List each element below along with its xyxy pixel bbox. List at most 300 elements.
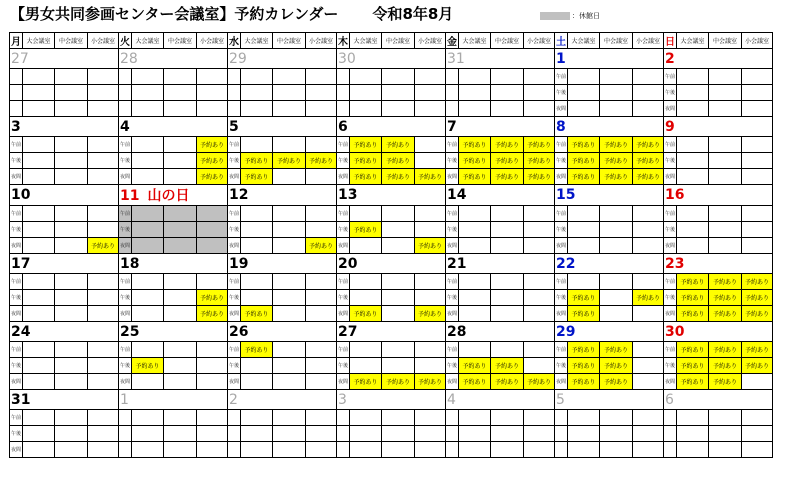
reservation-cell[interactable]	[709, 426, 742, 442]
day-cell[interactable]	[119, 254, 228, 274]
reservation-cell[interactable]	[350, 342, 382, 358]
reservation-cell[interactable]	[524, 290, 555, 306]
reservation-cell-reserved[interactable]: 予約あり	[197, 169, 228, 185]
day-cell[interactable]	[119, 49, 228, 69]
reservation-cell[interactable]	[132, 206, 164, 222]
reservation-cell[interactable]	[23, 101, 55, 117]
reservation-cell[interactable]	[633, 238, 664, 254]
reservation-cell[interactable]	[491, 101, 524, 117]
reservation-cell[interactable]	[491, 306, 524, 322]
reservation-cell[interactable]	[742, 410, 773, 426]
reservation-cell[interactable]	[350, 274, 382, 290]
reservation-cell[interactable]	[241, 85, 273, 101]
reservation-cell[interactable]	[88, 169, 119, 185]
reservation-cell-reserved[interactable]: 予約あり	[568, 374, 600, 390]
reservation-cell[interactable]	[23, 169, 55, 185]
reservation-cell[interactable]	[600, 306, 633, 322]
reservation-cell[interactable]	[600, 274, 633, 290]
reservation-cell[interactable]	[415, 153, 446, 169]
reservation-cell[interactable]	[677, 101, 709, 117]
reservation-cell[interactable]	[55, 238, 88, 254]
reservation-cell[interactable]	[23, 85, 55, 101]
reservation-cell[interactable]	[633, 206, 664, 222]
reservation-cell[interactable]	[132, 222, 164, 238]
reservation-cell[interactable]	[350, 410, 382, 426]
reservation-cell[interactable]	[600, 426, 633, 442]
reservation-cell[interactable]	[164, 290, 197, 306]
reservation-cell[interactable]	[273, 137, 306, 153]
reservation-cell-reserved[interactable]: 予約あり	[382, 137, 415, 153]
reservation-cell[interactable]	[273, 274, 306, 290]
reservation-cell[interactable]	[350, 290, 382, 306]
reservation-cell[interactable]	[677, 238, 709, 254]
reservation-cell-reserved[interactable]: 予約あり	[709, 342, 742, 358]
reservation-cell[interactable]	[415, 410, 446, 426]
reservation-cell[interactable]	[306, 206, 337, 222]
reservation-cell[interactable]	[164, 442, 197, 458]
reservation-cell[interactable]	[23, 374, 55, 390]
reservation-cell-reserved[interactable]: 予約あり	[600, 153, 633, 169]
reservation-cell[interactable]	[306, 69, 337, 85]
day-cell[interactable]	[10, 117, 119, 137]
reservation-cell[interactable]	[677, 206, 709, 222]
day-cell[interactable]	[664, 322, 773, 342]
reservation-cell[interactable]	[88, 442, 119, 458]
reservation-cell[interactable]	[23, 222, 55, 238]
reservation-cell[interactable]	[524, 101, 555, 117]
reservation-cell[interactable]	[742, 238, 773, 254]
reservation-cell[interactable]	[633, 410, 664, 426]
reservation-cell[interactable]	[709, 69, 742, 85]
day-cell[interactable]	[337, 49, 446, 69]
reservation-cell-reserved[interactable]: 予約あり	[350, 153, 382, 169]
reservation-cell[interactable]	[306, 358, 337, 374]
reservation-cell-reserved[interactable]: 予約あり	[241, 342, 273, 358]
reservation-cell[interactable]	[415, 137, 446, 153]
day-cell[interactable]	[446, 49, 555, 69]
reservation-cell[interactable]	[88, 290, 119, 306]
reservation-cell[interactable]	[197, 442, 228, 458]
reservation-cell[interactable]	[273, 169, 306, 185]
reservation-cell[interactable]	[197, 410, 228, 426]
day-cell[interactable]	[119, 322, 228, 342]
reservation-cell-reserved[interactable]: 予約あり	[600, 374, 633, 390]
reservation-cell-reserved[interactable]: 予約あり	[742, 342, 773, 358]
reservation-cell[interactable]	[568, 222, 600, 238]
reservation-cell[interactable]	[524, 69, 555, 85]
reservation-cell[interactable]	[459, 206, 491, 222]
reservation-cell[interactable]	[273, 306, 306, 322]
reservation-cell[interactable]	[197, 342, 228, 358]
reservation-cell[interactable]	[273, 238, 306, 254]
reservation-cell[interactable]	[164, 358, 197, 374]
reservation-cell[interactable]	[273, 69, 306, 85]
reservation-cell[interactable]	[491, 85, 524, 101]
day-cell[interactable]	[228, 254, 337, 274]
reservation-cell-reserved[interactable]: 予約あり	[350, 374, 382, 390]
reservation-cell[interactable]	[197, 101, 228, 117]
reservation-cell[interactable]	[709, 101, 742, 117]
reservation-cell[interactable]	[241, 426, 273, 442]
reservation-cell[interactable]	[197, 222, 228, 238]
reservation-cell[interactable]	[23, 358, 55, 374]
reservation-cell-reserved[interactable]: 予約あり	[459, 169, 491, 185]
reservation-cell-reserved[interactable]: 予約あり	[633, 290, 664, 306]
reservation-cell[interactable]	[241, 358, 273, 374]
reservation-cell[interactable]	[382, 410, 415, 426]
reservation-cell[interactable]	[306, 290, 337, 306]
reservation-cell-reserved[interactable]: 予約あり	[382, 153, 415, 169]
reservation-cell[interactable]	[164, 137, 197, 153]
reservation-cell[interactable]	[459, 410, 491, 426]
reservation-cell[interactable]	[600, 442, 633, 458]
reservation-cell[interactable]	[164, 426, 197, 442]
reservation-cell[interactable]	[600, 206, 633, 222]
reservation-cell[interactable]	[273, 442, 306, 458]
reservation-cell[interactable]	[568, 410, 600, 426]
reservation-cell[interactable]	[88, 358, 119, 374]
reservation-cell-reserved[interactable]: 予約あり	[524, 137, 555, 153]
reservation-cell[interactable]	[132, 306, 164, 322]
reservation-cell[interactable]	[415, 101, 446, 117]
reservation-cell-reserved[interactable]: 予約あり	[709, 306, 742, 322]
reservation-cell[interactable]	[241, 374, 273, 390]
reservation-cell-reserved[interactable]: 予約あり	[459, 153, 491, 169]
reservation-cell-reserved[interactable]: 予約あり	[742, 358, 773, 374]
reservation-cell-reserved[interactable]: 予約あり	[241, 153, 273, 169]
reservation-cell[interactable]	[491, 442, 524, 458]
reservation-cell[interactable]	[568, 426, 600, 442]
reservation-cell[interactable]	[633, 342, 664, 358]
reservation-cell[interactable]	[306, 442, 337, 458]
reservation-cell[interactable]	[88, 206, 119, 222]
reservation-cell-reserved[interactable]: 予約あり	[415, 238, 446, 254]
reservation-cell[interactable]	[742, 442, 773, 458]
reservation-cell[interactable]	[633, 306, 664, 322]
reservation-cell-reserved[interactable]: 予約あり	[306, 153, 337, 169]
reservation-cell-reserved[interactable]: 予約あり	[459, 137, 491, 153]
reservation-cell[interactable]	[633, 222, 664, 238]
reservation-cell-reserved[interactable]: 予約あり	[709, 358, 742, 374]
reservation-cell[interactable]	[382, 274, 415, 290]
reservation-cell[interactable]	[164, 238, 197, 254]
reservation-cell[interactable]	[568, 274, 600, 290]
reservation-cell-reserved[interactable]: 予約あり	[709, 290, 742, 306]
reservation-cell[interactable]	[164, 306, 197, 322]
reservation-cell[interactable]	[742, 206, 773, 222]
reservation-cell[interactable]	[55, 137, 88, 153]
reservation-cell[interactable]	[55, 85, 88, 101]
reservation-cell[interactable]	[742, 426, 773, 442]
reservation-cell[interactable]	[459, 290, 491, 306]
reservation-cell[interactable]	[415, 206, 446, 222]
reservation-cell[interactable]	[709, 137, 742, 153]
reservation-cell[interactable]	[306, 274, 337, 290]
day-cell[interactable]	[664, 254, 773, 274]
reservation-cell-reserved[interactable]: 予約あり	[382, 169, 415, 185]
reservation-cell[interactable]	[23, 442, 55, 458]
reservation-cell[interactable]	[709, 442, 742, 458]
reservation-cell[interactable]	[132, 290, 164, 306]
reservation-cell[interactable]	[491, 69, 524, 85]
reservation-cell-reserved[interactable]: 予約あり	[415, 306, 446, 322]
reservation-cell[interactable]	[88, 85, 119, 101]
reservation-cell-reserved[interactable]: 予約あり	[568, 306, 600, 322]
reservation-cell[interactable]	[709, 206, 742, 222]
reservation-cell-reserved[interactable]: 予約あり	[568, 153, 600, 169]
reservation-cell[interactable]	[273, 101, 306, 117]
reservation-cell[interactable]	[459, 238, 491, 254]
reservation-cell[interactable]	[633, 274, 664, 290]
reservation-cell-reserved[interactable]: 予約あり	[415, 374, 446, 390]
reservation-cell[interactable]	[415, 274, 446, 290]
reservation-cell[interactable]	[709, 238, 742, 254]
reservation-cell-reserved[interactable]: 予約あり	[524, 374, 555, 390]
reservation-cell-reserved[interactable]: 予約あり	[415, 169, 446, 185]
reservation-cell-reserved[interactable]: 予約あり	[350, 169, 382, 185]
reservation-cell[interactable]	[306, 222, 337, 238]
reservation-cell[interactable]	[459, 69, 491, 85]
reservation-cell[interactable]	[568, 206, 600, 222]
reservation-cell[interactable]	[459, 306, 491, 322]
reservation-cell-reserved[interactable]: 予約あり	[600, 342, 633, 358]
reservation-cell[interactable]	[600, 290, 633, 306]
reservation-cell[interactable]	[491, 410, 524, 426]
reservation-cell[interactable]	[132, 342, 164, 358]
reservation-cell-reserved[interactable]: 予約あり	[459, 358, 491, 374]
day-cell[interactable]	[337, 322, 446, 342]
reservation-cell[interactable]	[524, 238, 555, 254]
reservation-cell[interactable]	[382, 442, 415, 458]
reservation-cell[interactable]	[633, 426, 664, 442]
day-cell[interactable]	[337, 254, 446, 274]
reservation-cell[interactable]	[633, 358, 664, 374]
reservation-cell[interactable]	[600, 410, 633, 426]
reservation-cell-reserved[interactable]: 予約あり	[742, 274, 773, 290]
reservation-cell[interactable]	[459, 342, 491, 358]
reservation-cell[interactable]	[677, 410, 709, 426]
reservation-cell[interactable]	[524, 306, 555, 322]
reservation-cell-reserved[interactable]: 予約あり	[677, 374, 709, 390]
reservation-cell[interactable]	[132, 426, 164, 442]
reservation-cell[interactable]	[164, 206, 197, 222]
reservation-cell-reserved[interactable]: 予約あり	[491, 169, 524, 185]
day-cell[interactable]	[119, 185, 228, 206]
reservation-cell[interactable]	[88, 153, 119, 169]
reservation-cell-reserved[interactable]: 予約あり	[197, 153, 228, 169]
day-cell[interactable]	[446, 185, 555, 206]
reservation-cell-reserved[interactable]: 予約あり	[524, 153, 555, 169]
reservation-cell-reserved[interactable]: 予約あり	[677, 290, 709, 306]
reservation-cell[interactable]	[633, 374, 664, 390]
day-cell[interactable]	[337, 117, 446, 137]
reservation-cell[interactable]	[677, 442, 709, 458]
reservation-cell[interactable]	[350, 206, 382, 222]
reservation-cell[interactable]	[568, 442, 600, 458]
reservation-cell-reserved[interactable]: 予約あり	[568, 137, 600, 153]
reservation-cell[interactable]	[197, 426, 228, 442]
reservation-cell[interactable]	[55, 274, 88, 290]
reservation-cell[interactable]	[524, 342, 555, 358]
reservation-cell[interactable]	[273, 358, 306, 374]
reservation-cell-reserved[interactable]: 予約あり	[709, 374, 742, 390]
reservation-cell[interactable]	[88, 137, 119, 153]
reservation-cell[interactable]	[382, 358, 415, 374]
reservation-cell[interactable]	[55, 442, 88, 458]
reservation-cell[interactable]	[273, 290, 306, 306]
reservation-cell[interactable]	[197, 358, 228, 374]
reservation-cell[interactable]	[164, 85, 197, 101]
reservation-cell[interactable]	[273, 374, 306, 390]
day-cell[interactable]	[555, 322, 664, 342]
reservation-cell-reserved[interactable]: 予約あり	[350, 306, 382, 322]
reservation-cell[interactable]	[350, 238, 382, 254]
reservation-cell[interactable]	[415, 426, 446, 442]
reservation-cell[interactable]	[306, 374, 337, 390]
reservation-cell[interactable]	[306, 169, 337, 185]
reservation-cell-reserved[interactable]: 予約あり	[633, 169, 664, 185]
reservation-cell[interactable]	[709, 169, 742, 185]
reservation-cell[interactable]	[600, 222, 633, 238]
reservation-cell[interactable]	[382, 69, 415, 85]
reservation-cell[interactable]	[415, 358, 446, 374]
day-cell[interactable]	[664, 117, 773, 137]
day-cell[interactable]	[119, 390, 228, 410]
reservation-cell-reserved[interactable]: 予約あり	[491, 153, 524, 169]
reservation-cell[interactable]	[132, 85, 164, 101]
reservation-cell[interactable]	[742, 101, 773, 117]
reservation-cell[interactable]	[491, 238, 524, 254]
reservation-cell[interactable]	[633, 442, 664, 458]
reservation-cell[interactable]	[459, 101, 491, 117]
reservation-cell-reserved[interactable]: 予約あり	[197, 137, 228, 153]
reservation-cell-reserved[interactable]: 予約あり	[241, 169, 273, 185]
reservation-cell-reserved[interactable]: 予約あり	[273, 153, 306, 169]
reservation-cell[interactable]	[88, 222, 119, 238]
reservation-cell[interactable]	[677, 137, 709, 153]
reservation-cell-reserved[interactable]: 予約あり	[600, 137, 633, 153]
reservation-cell[interactable]	[23, 290, 55, 306]
reservation-cell[interactable]	[197, 274, 228, 290]
reservation-cell[interactable]	[633, 101, 664, 117]
reservation-cell[interactable]	[88, 426, 119, 442]
reservation-cell[interactable]	[23, 274, 55, 290]
reservation-cell[interactable]	[241, 442, 273, 458]
reservation-cell[interactable]	[306, 85, 337, 101]
reservation-cell[interactable]	[742, 137, 773, 153]
reservation-cell[interactable]	[164, 274, 197, 290]
reservation-cell[interactable]	[742, 374, 773, 390]
reservation-cell-reserved[interactable]: 予約あり	[568, 342, 600, 358]
day-cell[interactable]	[446, 322, 555, 342]
day-cell[interactable]	[664, 49, 773, 69]
reservation-cell[interactable]	[742, 69, 773, 85]
reservation-cell[interactable]	[132, 374, 164, 390]
reservation-cell[interactable]	[677, 85, 709, 101]
reservation-cell[interactable]	[23, 153, 55, 169]
reservation-cell[interactable]	[88, 69, 119, 85]
reservation-cell[interactable]	[415, 222, 446, 238]
day-cell[interactable]	[10, 185, 119, 206]
day-cell[interactable]	[446, 117, 555, 137]
reservation-cell[interactable]	[273, 342, 306, 358]
reservation-cell-reserved[interactable]: 予約あり	[633, 137, 664, 153]
reservation-cell[interactable]	[491, 206, 524, 222]
day-cell[interactable]	[664, 185, 773, 206]
reservation-cell-reserved[interactable]: 予約あり	[568, 290, 600, 306]
day-cell[interactable]	[228, 117, 337, 137]
reservation-cell[interactable]	[273, 410, 306, 426]
reservation-cell[interactable]	[273, 85, 306, 101]
reservation-cell-reserved[interactable]: 予約あり	[306, 238, 337, 254]
reservation-cell[interactable]	[742, 222, 773, 238]
reservation-cell-reserved[interactable]: 予約あり	[491, 374, 524, 390]
reservation-cell[interactable]	[415, 342, 446, 358]
reservation-cell[interactable]	[197, 85, 228, 101]
reservation-cell[interactable]	[23, 238, 55, 254]
reservation-cell-reserved[interactable]: 予約あり	[524, 169, 555, 185]
reservation-cell[interactable]	[459, 85, 491, 101]
reservation-cell-reserved[interactable]: 予約あり	[491, 137, 524, 153]
reservation-cell[interactable]	[88, 342, 119, 358]
reservation-cell-reserved[interactable]: 予約あり	[459, 374, 491, 390]
reservation-cell[interactable]	[350, 101, 382, 117]
reservation-cell[interactable]	[677, 222, 709, 238]
reservation-cell-reserved[interactable]: 予約あり	[677, 342, 709, 358]
reservation-cell[interactable]	[568, 238, 600, 254]
reservation-cell-reserved[interactable]: 予約あり	[677, 358, 709, 374]
reservation-cell[interactable]	[382, 306, 415, 322]
reservation-cell[interactable]	[273, 206, 306, 222]
day-cell[interactable]	[228, 49, 337, 69]
reservation-cell[interactable]	[88, 274, 119, 290]
reservation-cell[interactable]	[55, 306, 88, 322]
reservation-cell[interactable]	[197, 374, 228, 390]
reservation-cell[interactable]	[382, 206, 415, 222]
reservation-cell[interactable]	[306, 426, 337, 442]
reservation-cell[interactable]	[600, 85, 633, 101]
day-cell[interactable]	[446, 254, 555, 274]
reservation-cell[interactable]	[55, 290, 88, 306]
reservation-cell[interactable]	[524, 410, 555, 426]
reservation-cell[interactable]	[677, 169, 709, 185]
day-cell[interactable]	[10, 254, 119, 274]
reservation-cell[interactable]	[241, 101, 273, 117]
reservation-cell[interactable]	[23, 306, 55, 322]
reservation-cell-reserved[interactable]: 予約あり	[742, 306, 773, 322]
reservation-cell-reserved[interactable]: 予約あり	[677, 274, 709, 290]
reservation-cell-reserved[interactable]: 予約あり	[742, 290, 773, 306]
reservation-cell[interactable]	[241, 274, 273, 290]
reservation-cell[interactable]	[132, 274, 164, 290]
reservation-cell[interactable]	[709, 85, 742, 101]
reservation-cell[interactable]	[633, 69, 664, 85]
reservation-cell[interactable]	[491, 342, 524, 358]
reservation-cell[interactable]	[241, 137, 273, 153]
reservation-cell[interactable]	[568, 85, 600, 101]
reservation-cell[interactable]	[524, 358, 555, 374]
reservation-cell[interactable]	[524, 274, 555, 290]
reservation-cell[interactable]	[491, 222, 524, 238]
reservation-cell[interactable]	[55, 206, 88, 222]
reservation-cell-reserved[interactable]: 予約あり	[132, 358, 164, 374]
reservation-cell-reserved[interactable]: 予約あり	[568, 358, 600, 374]
day-cell[interactable]	[337, 185, 446, 206]
reservation-cell[interactable]	[350, 85, 382, 101]
reservation-cell[interactable]	[88, 306, 119, 322]
reservation-cell-reserved[interactable]: 予約あり	[241, 306, 273, 322]
day-cell[interactable]	[228, 390, 337, 410]
